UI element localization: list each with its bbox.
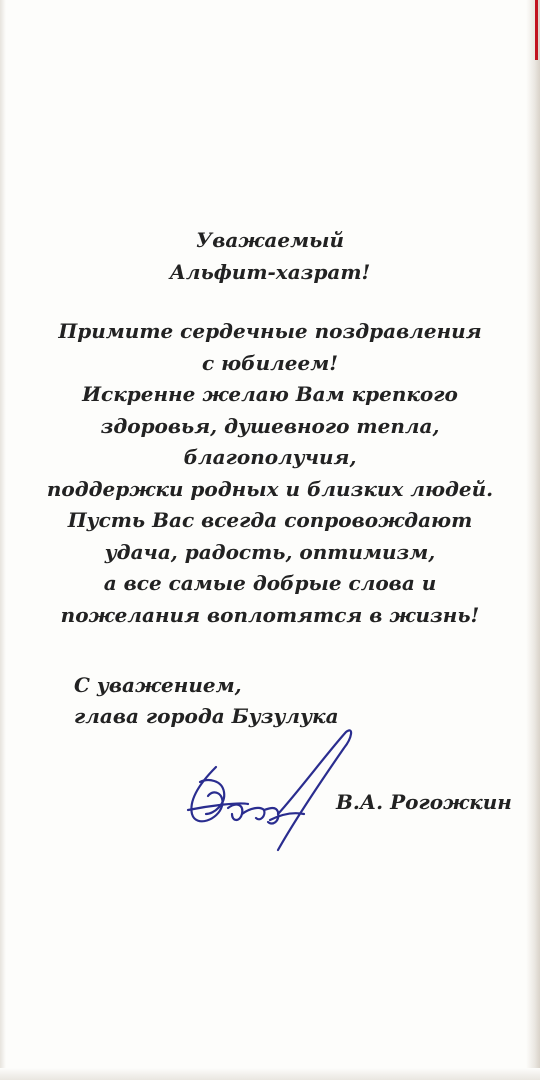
signature-stroke xyxy=(264,808,278,824)
body-line: благополучия, xyxy=(183,445,357,469)
closing-title: глава города Бузулука xyxy=(74,704,339,728)
closing-regards: С уважением, xyxy=(74,673,242,697)
body-line: здоровья, душевного тепла, xyxy=(100,413,440,438)
signer-name: В.А. Рогожкин xyxy=(336,790,512,814)
card-spine-red xyxy=(535,0,538,60)
paper-edge-bottom xyxy=(0,1068,540,1080)
signature-stroke xyxy=(228,805,242,820)
body-line: с юбилеем! xyxy=(201,350,339,375)
body-line: пожелания воплотятся в жизнь! xyxy=(60,602,480,627)
salutation-name: Альфит-хазрат! xyxy=(169,260,371,284)
body-line: удача, радость, оптимизм, xyxy=(104,539,436,564)
salutation xyxy=(0,224,540,288)
body-line: а все самые добрые слова и xyxy=(103,571,437,595)
body-line: поддержки родных и близких людей. xyxy=(46,476,494,501)
body-line: Пусть Вас всегда сопровождают xyxy=(67,508,473,532)
letter-body xyxy=(0,316,540,631)
body-line: Искренне желаю Вам крепкого xyxy=(82,382,458,406)
salutation-line: Уважаемый xyxy=(195,228,345,252)
body-line: Примите сердечные поздравления xyxy=(58,319,482,343)
signature-stroke xyxy=(242,808,264,819)
